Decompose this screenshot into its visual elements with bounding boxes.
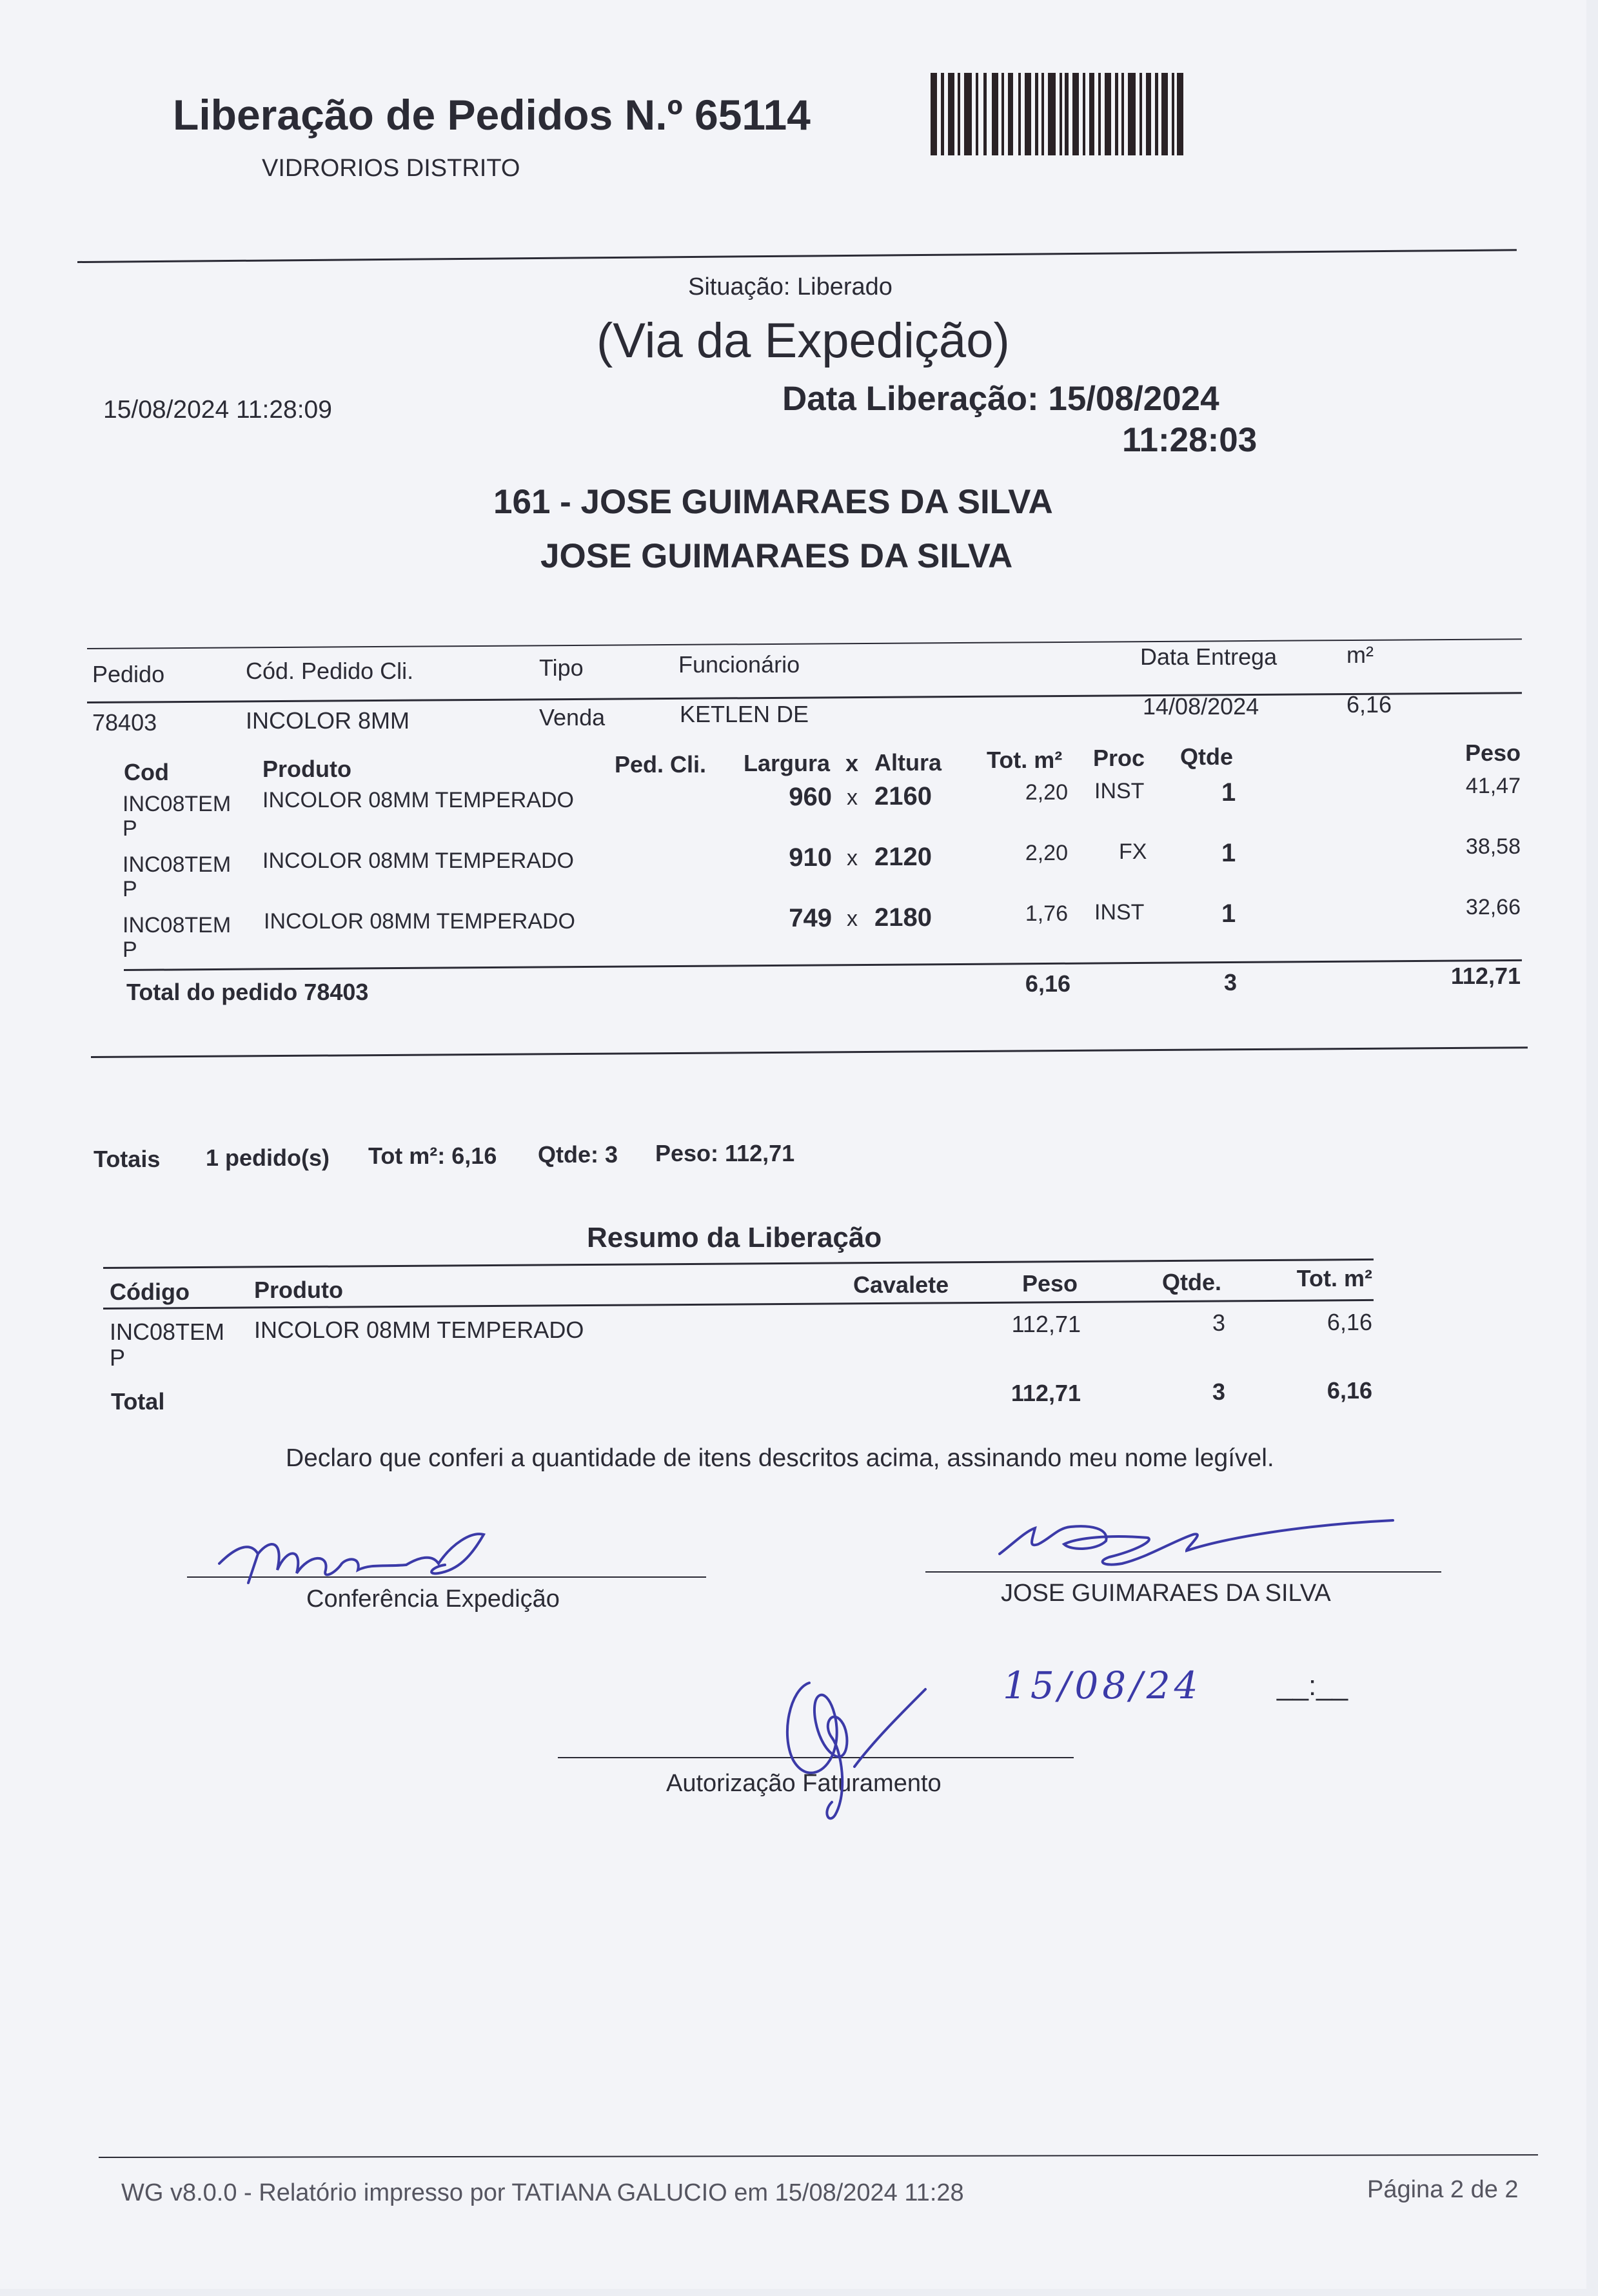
item-tot-m2: 1,76	[1025, 901, 1068, 926]
order-col-funcionario: Funcionário	[678, 651, 800, 678]
section-divider	[91, 1046, 1528, 1058]
item-produto: INCOLOR 08MM TEMPERADO	[262, 788, 575, 812]
item-cod-cont: P	[123, 937, 137, 962]
items-col-altura: Altura	[874, 749, 942, 776]
items-col-tot-m2: Tot. m²	[987, 747, 1063, 773]
item-cod: INC08TEM	[123, 913, 232, 937]
item-altura: 2160	[874, 782, 932, 810]
item-peso: 41,47	[1465, 774, 1521, 798]
order-table-top-rule	[87, 638, 1522, 649]
order-pedido-value: 78403	[92, 709, 157, 736]
totals-pedidos: 1 pedido(s)	[206, 1144, 330, 1171]
declaration-text: Declaro que conferi a quantidade de itens descritos acima, assinando meu nome legível.	[286, 1444, 1274, 1472]
resumo-total-m2: 6,16	[1327, 1377, 1372, 1404]
item-largura: 960	[789, 783, 832, 811]
item-peso: 32,66	[1465, 895, 1521, 919]
order-col-tipo: Tipo	[539, 654, 584, 681]
document-title: Liberação de Pedidos N.º 65114	[173, 91, 811, 139]
resumo-codigo: INC08TEM	[110, 1319, 225, 1345]
resumo-total-label: Total	[111, 1388, 165, 1415]
company-name: VIDRORIOS DISTRITO	[262, 155, 520, 182]
autorizacao-label: Autorização Faturamento	[666, 1770, 942, 1797]
client-code-name: 161 - JOSE GUIMARAES DA SILVA	[493, 483, 1053, 521]
order-total-label: Total do pedido 78403	[126, 979, 369, 1005]
release-time: 11:28:03	[1122, 421, 1258, 459]
barcode	[931, 73, 1183, 155]
order-total-m2: 6,16	[1025, 970, 1070, 997]
item-produto: INCOLOR 08MM TEMPERADO	[262, 849, 575, 873]
resumo-codigo-cont: P	[110, 1344, 126, 1371]
items-col-proc: Proc	[1093, 745, 1145, 771]
items-col-ped-cli: Ped. Cli.	[615, 751, 707, 778]
footer-printed-by: WG v8.0.0 - Relatório impresso por TATIANA GALUCIO em 15/08/2024 11:28	[121, 2179, 964, 2206]
item-largura: 910	[789, 843, 832, 872]
order-col-data-entrega: Data Entrega	[1140, 643, 1277, 670]
item-cod-cont: P	[123, 816, 137, 841]
conferencia-signature	[213, 1518, 600, 1593]
totals-m2: Tot m²: 6,16	[368, 1143, 497, 1169]
item-altura: 2180	[874, 903, 932, 932]
order-tipo-value: Venda	[539, 704, 606, 731]
items-col-qtde: Qtde	[1180, 743, 1234, 770]
footer-divider	[99, 2154, 1538, 2158]
resumo-col-cavalete: Cavalete	[853, 1271, 949, 1298]
resumo-top-rule	[103, 1259, 1374, 1269]
order-cod-pedido-cli-value: INCOLOR 8MM	[246, 707, 410, 734]
item-proc: INST	[1094, 900, 1145, 925]
items-col-x: x	[845, 750, 859, 776]
resumo-produto: INCOLOR 08MM TEMPERADO	[254, 1317, 584, 1343]
item-peso: 38,58	[1465, 834, 1521, 859]
item-x: x	[847, 785, 858, 810]
resumo-col-qtde: Qtde.	[1162, 1269, 1222, 1295]
totals-qtde: Qtde: 3	[538, 1141, 618, 1168]
resumo-qtde: 3	[1212, 1310, 1226, 1336]
item-cod: INC08TEM	[123, 792, 232, 816]
client-name: JOSE GUIMARAES DA SILVA	[540, 537, 1013, 575]
items-total-rule	[124, 959, 1522, 971]
resumo-col-tot-m2: Tot. m²	[1296, 1265, 1372, 1291]
item-x: x	[847, 907, 858, 931]
item-qtde: 1	[1221, 778, 1236, 807]
item-largura: 749	[789, 904, 832, 932]
item-proc: INST	[1094, 779, 1145, 803]
item-proc: FX	[1119, 839, 1147, 864]
item-x: x	[847, 846, 858, 870]
items-col-cod: Cod	[124, 759, 169, 785]
item-tot-m2: 2,20	[1025, 780, 1068, 805]
order-col-m2: m²	[1346, 642, 1374, 668]
client-signature-label: JOSE GUIMARAES DA SILVA	[1001, 1580, 1331, 1607]
order-col-pedido: Pedido	[92, 661, 165, 687]
items-col-produto: Produto	[262, 756, 351, 782]
item-cod: INC08TEM	[123, 852, 232, 877]
resumo-col-codigo: Código	[110, 1279, 190, 1305]
resumo-title: Resumo da Liberação	[587, 1222, 882, 1253]
item-cod-cont: P	[123, 877, 137, 901]
resumo-col-produto: Produto	[254, 1277, 343, 1303]
resumo-col-peso: Peso	[1022, 1270, 1078, 1297]
via-title: (Via da Expedição)	[597, 313, 1010, 368]
item-produto: INCOLOR 08MM TEMPERADO	[264, 909, 576, 934]
footer-page-number: Página 2 de 2	[1367, 2176, 1519, 2203]
conferencia-label: Conferência Expedição	[306, 1585, 560, 1613]
order-funcionario-value: KETLEN DE	[680, 701, 809, 727]
printed-datetime: 15/08/2024 11:28:09	[103, 396, 332, 424]
status-label: Situação: Liberado	[688, 273, 893, 300]
order-total-peso: 112,71	[1450, 963, 1521, 989]
order-total-qtde: 3	[1224, 969, 1238, 996]
item-qtde: 1	[1221, 839, 1236, 867]
item-qtde: 1	[1221, 899, 1236, 928]
totals-label: Totais	[94, 1146, 161, 1172]
resumo-peso: 112,71	[1011, 1311, 1081, 1337]
item-tot-m2: 2,20	[1025, 841, 1068, 865]
client-signature	[993, 1502, 1406, 1593]
order-m2-value: 6,16	[1346, 691, 1392, 718]
item-altura: 2120	[874, 843, 932, 871]
order-col-cod-pedido-cli: Cód. Pedido Cli.	[246, 658, 414, 684]
release-date: Data Liberação: 15/08/2024	[782, 380, 1219, 418]
resumo-tot-m2: 6,16	[1327, 1309, 1372, 1335]
order-data-entrega-value: 14/08/2024	[1143, 693, 1259, 720]
totals-peso: Peso: 112,71	[655, 1140, 795, 1166]
time-blank: __:__	[1277, 1670, 1348, 1702]
header-divider	[77, 249, 1517, 263]
resumo-total-peso: 112,71	[1011, 1380, 1081, 1406]
handwritten-date: 15/08/24	[1003, 1663, 1202, 1707]
autorizacao-signature	[771, 1663, 951, 1831]
items-col-largura: Largura	[744, 750, 831, 776]
items-col-peso: Peso	[1465, 740, 1521, 766]
resumo-total-qtde: 3	[1212, 1379, 1226, 1405]
